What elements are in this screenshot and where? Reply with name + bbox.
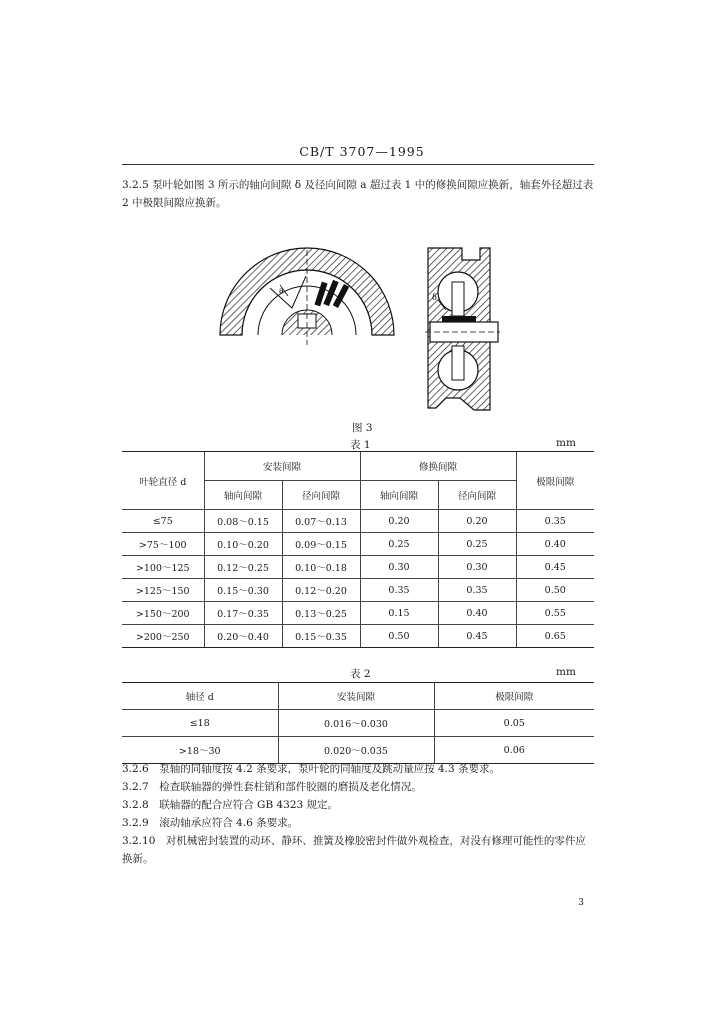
cell-replace-radial: 0.45 — [438, 625, 516, 648]
cell-replace-radial: 0.35 — [438, 579, 516, 602]
clause-text: 对机械密封装置的动环、静环、推簧及橡胶密封件做外观检查，对没有修理可能性的零件应换新。 — [122, 835, 586, 865]
col-limit-header: 极限间隙 — [516, 452, 594, 510]
clause-number: 3.2.8 — [122, 799, 149, 811]
cell-limit: 0.65 — [516, 625, 594, 648]
cell-install-axial: 0.20～0.40 — [204, 625, 282, 648]
cell-limit: 0.40 — [516, 533, 594, 556]
cell-install-radial: 0.12～0.20 — [282, 579, 360, 602]
table-row — [122, 533, 594, 556]
cell-install-radial: 0.10～0.18 — [282, 556, 360, 579]
impeller-half-view — [220, 248, 394, 345]
header-rule — [122, 164, 594, 165]
col-shaft-d-header: 轴径 d — [122, 683, 278, 710]
col-diameter-header: 叶轮直径 d — [122, 452, 204, 510]
clause-text: 滚动轴承应符合 4.6 条要求。 — [159, 817, 299, 829]
table-row — [122, 579, 594, 602]
cell-shaft-d: >18～30 — [122, 737, 278, 764]
cell-replace-axial: 0.30 — [360, 556, 438, 579]
group-replace-header: 修换间隙 — [360, 452, 516, 481]
page-number: 3 — [578, 898, 584, 908]
table-row — [122, 556, 594, 579]
clause-number: 3.2.5 — [122, 179, 149, 191]
cell-install-radial: 0.07～0.13 — [282, 510, 360, 533]
cell-replace-axial: 0.15 — [360, 602, 438, 625]
cell-limit: 0.06 — [434, 737, 594, 764]
clause-text: 检查联轴器的弹性套柱销和部件胶圈的磨损及老化情况。 — [159, 781, 422, 793]
clause-3-2-6 — [122, 760, 594, 778]
table2-unit: mm — [556, 666, 576, 678]
cell-replace-axial: 0.50 — [360, 625, 438, 648]
clause-number: 3.2.10 — [122, 835, 156, 847]
cell-diameter: >75～100 — [122, 533, 204, 556]
cell-replace-radial: 0.30 — [438, 556, 516, 579]
cell-diameter: >200～250 — [122, 625, 204, 648]
replace-axial-header: 轴向间隙 — [360, 481, 438, 510]
pump-cross-section — [425, 248, 500, 410]
cell-install: 0.016～0.030 — [278, 710, 434, 737]
install-axial-header: 轴向间隙 — [204, 481, 282, 510]
cell-install-axial: 0.10～0.20 — [204, 533, 282, 556]
table-row — [122, 710, 594, 737]
page-header: CB/T 3707—1995 — [299, 144, 425, 159]
cell-diameter: >125～150 — [122, 579, 204, 602]
clause-3-2-9 — [122, 814, 594, 832]
clause-number: 3.2.6 — [122, 763, 149, 775]
cell-diameter: ≤75 — [122, 510, 204, 533]
cell-replace-radial: 0.40 — [438, 602, 516, 625]
figure-3-drawing — [210, 230, 510, 430]
cell-install-axial: 0.17～0.35 — [204, 602, 282, 625]
figure-caption: 图 3 — [352, 422, 373, 434]
clause-text: 联轴器的配合应符合 GB 4323 规定。 — [159, 799, 339, 811]
clause-text: 泵轴的同轴度按 4.2 条要求，泵叶轮的同轴度及跳动量应按 4.3 条要求。 — [159, 763, 500, 775]
label-a: a — [279, 286, 284, 295]
cell-install: 0.020～0.035 — [278, 737, 434, 764]
cell-install-radial: 0.15～0.35 — [282, 625, 360, 648]
clause-text: 泵叶轮如图 3 所示的轴向间隙 δ 及径向间隙 a 超过表 1 中的修换间隙应换新，轴套外径超过表 2 中极限间隙应换新。 — [122, 179, 594, 209]
clause-3-2-7 — [122, 778, 594, 796]
table-row — [122, 602, 594, 625]
col-limit-header: 极限间隙 — [434, 683, 594, 710]
cell-install-axial: 0.12～0.25 — [204, 556, 282, 579]
cell-install-radial: 0.13～0.25 — [282, 602, 360, 625]
col-install-header: 安装间隙 — [278, 683, 434, 710]
clause-number: 3.2.9 — [122, 817, 149, 829]
table-1 — [122, 451, 594, 648]
cell-diameter: >150～200 — [122, 602, 204, 625]
cell-diameter: >100～125 — [122, 556, 204, 579]
clause-3-2-5 — [122, 176, 594, 212]
label-delta: δ — [432, 293, 437, 302]
table2-header-row — [122, 683, 594, 710]
clause-3-2-8 — [122, 796, 594, 814]
cell-replace-axial: 0.20 — [360, 510, 438, 533]
replace-radial-header: 径向间隙 — [438, 481, 516, 510]
clauses-list — [122, 760, 594, 868]
table-row — [122, 510, 594, 533]
cell-replace-radial: 0.20 — [438, 510, 516, 533]
cell-limit: 0.45 — [516, 556, 594, 579]
table1-unit: mm — [556, 437, 576, 449]
clause-number: 3.2.7 — [122, 781, 149, 793]
table2-title: 表 2 — [350, 668, 371, 680]
cell-limit: 0.05 — [434, 710, 594, 737]
cell-install-radial: 0.09～0.15 — [282, 533, 360, 556]
cell-shaft-d: ≤18 — [122, 710, 278, 737]
cell-limit: 0.55 — [516, 602, 594, 625]
cell-limit: 0.50 — [516, 579, 594, 602]
cell-install-axial: 0.15～0.30 — [204, 579, 282, 602]
table1-title: 表 1 — [350, 439, 371, 451]
table-row — [122, 625, 594, 648]
cell-replace-axial: 0.35 — [360, 579, 438, 602]
cell-install-axial: 0.08～0.15 — [204, 510, 282, 533]
group-install-header: 安装间隙 — [204, 452, 360, 481]
table-2 — [122, 682, 594, 764]
clause-3-2-10 — [122, 832, 594, 868]
install-radial-header: 径向间隙 — [282, 481, 360, 510]
cell-limit: 0.35 — [516, 510, 594, 533]
cell-replace-axial: 0.25 — [360, 533, 438, 556]
cell-replace-radial: 0.25 — [438, 533, 516, 556]
